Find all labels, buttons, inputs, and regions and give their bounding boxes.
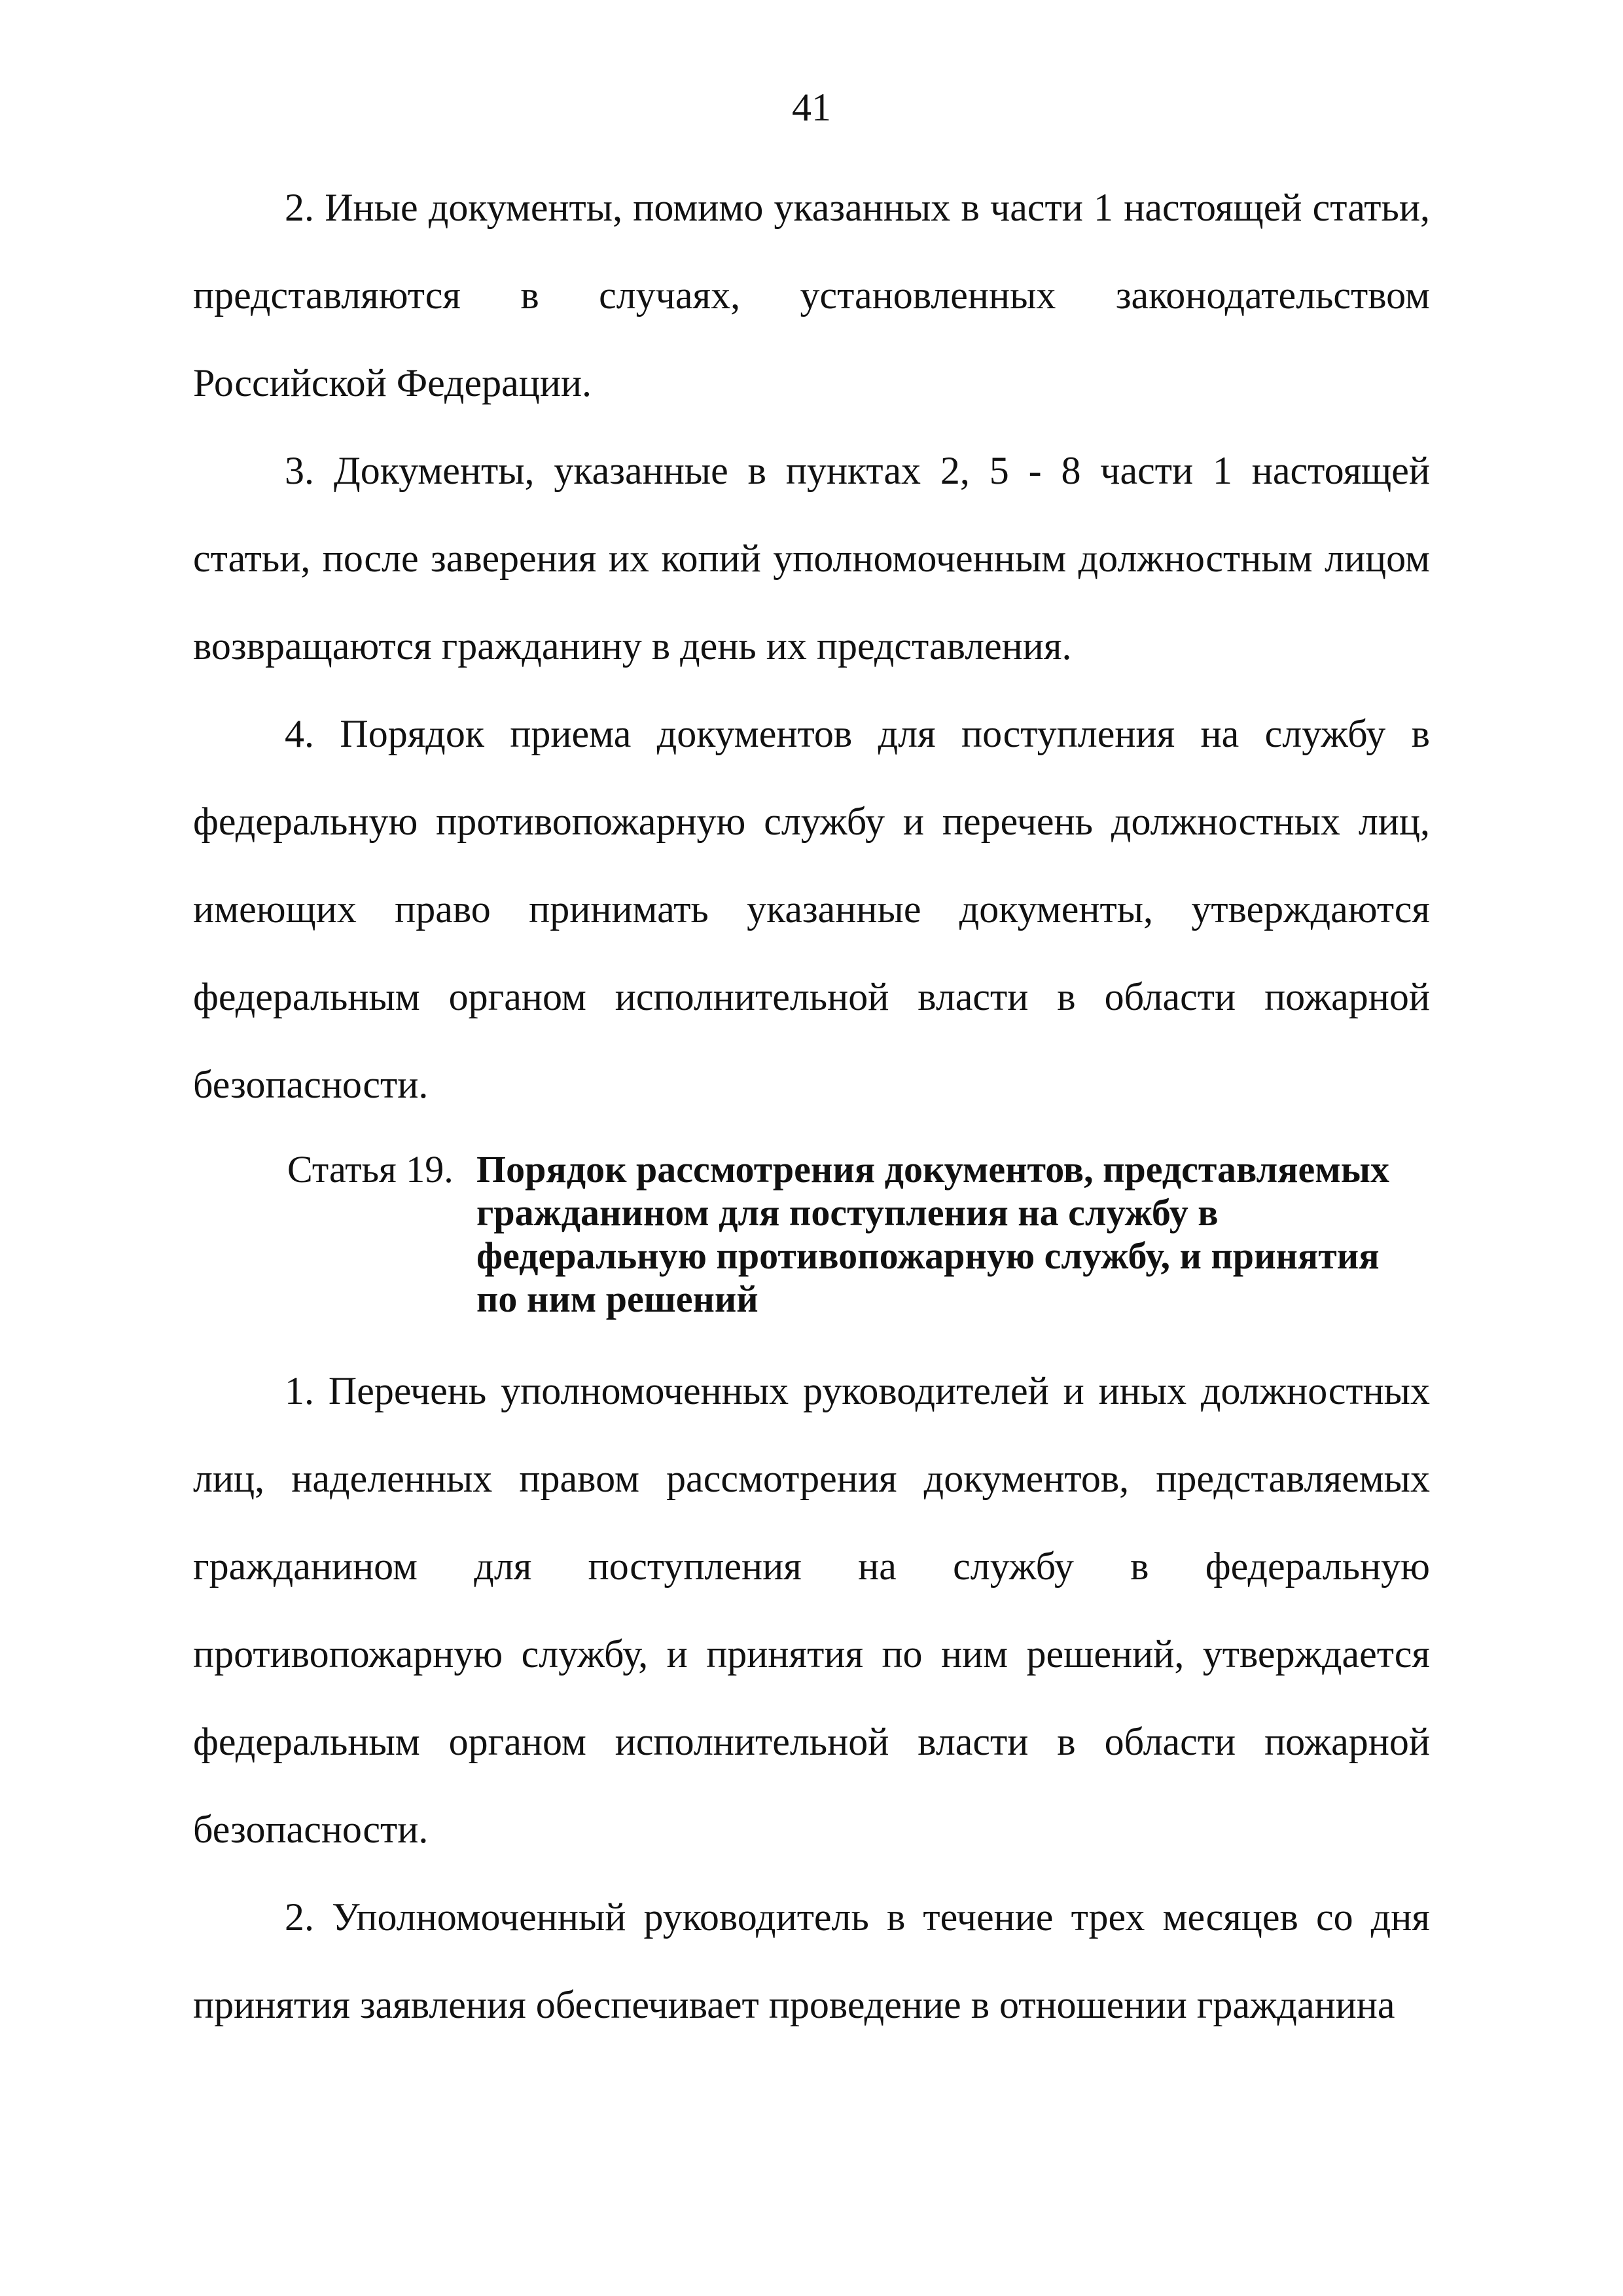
paragraph-part-4: 4. Порядок приема документов для поступления на службу в федеральную противопожарную службу и перечень должностных лиц, имеющих право принимать указанные документы, утверждаются федеральным органом исполнительной власти в области пожарной безопасности.	[193, 712, 1430, 1106]
paragraph-part-2: 2. Иные документы, помимо указанных в части 1 настоящей статьи, представляются в случаях, установленных законодательством Российской Федерации.	[193, 186, 1430, 404]
article-title: Порядок рассмотрения документов, представляемых гражданином для поступления на службу в федеральную противопожарную службу, и принятия по ним решений	[476, 1148, 1390, 1320]
document-body	[193, 164, 1430, 2049]
paragraph-part-3: 3. Документы, указанные в пунктах 2, 5 - 8 части 1 настоящей статьи, после заверения их копий уполномоченным должностным лицом возвращаются гражданину в день их представления.	[193, 449, 1430, 668]
article-number: Статья 19.	[287, 1148, 454, 1191]
paragraph-article-part-2: 2. Уполномоченный руководитель в течение трех месяцев со дня принятия заявления обеспечивает проведение в отношении гражданина	[193, 1895, 1430, 2026]
article-heading	[193, 1148, 1430, 1321]
paragraph-article-part-1: 1. Перечень уполномоченных руководителей и иных должностных лиц, наделенных правом рассмотрения документов, представляемых гражданином для поступления на службу в федеральную противопожарную службу, и принятия по ним решений, утверждается федеральным органом исполнительной власти в области пожарной безопасности.	[193, 1369, 1430, 1851]
page-number: 41	[792, 86, 831, 129]
